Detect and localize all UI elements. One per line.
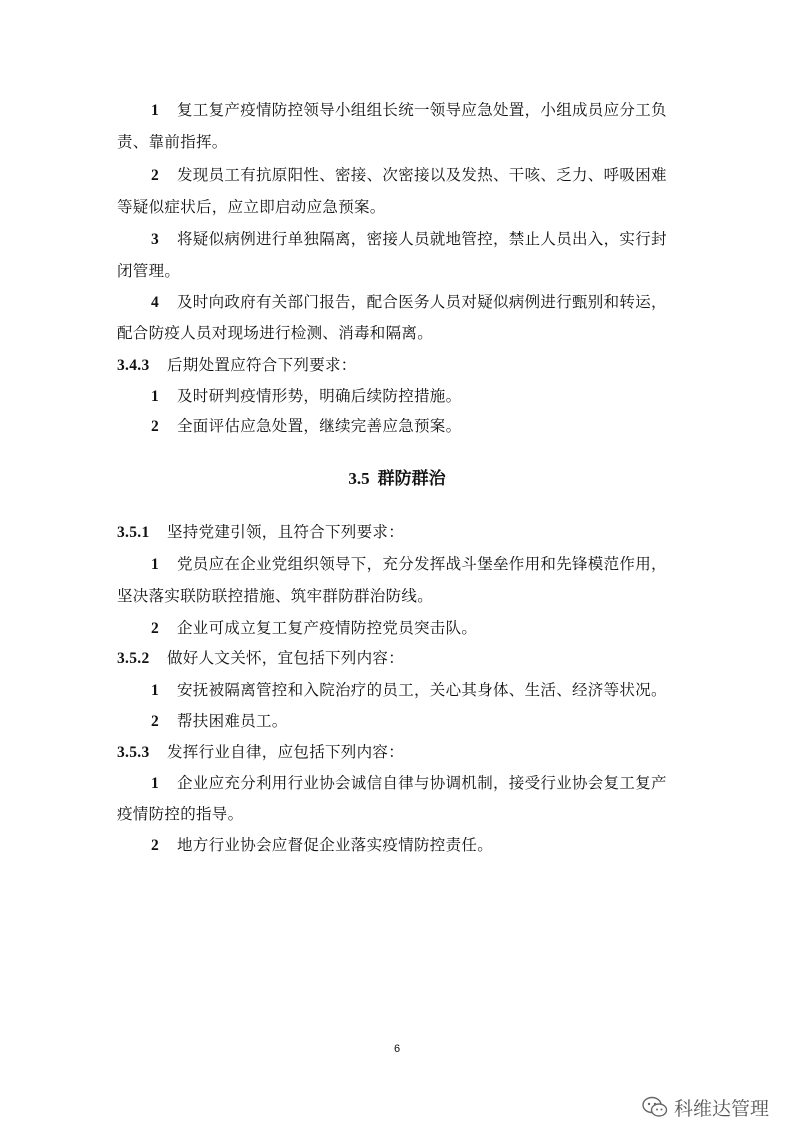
item-number: 2: [151, 418, 160, 435]
clause-text: 发挥行业自律，应包括下列内容：: [167, 743, 405, 761]
watermark-text: 科维达管理: [674, 1097, 770, 1120]
item-text: 发现员工有抗原阳性、密接、次密接以及发热、干咳、乏力、呼吸困难: [177, 166, 667, 184]
item-text: 企业可成立复工复产疫情防控党员突击队。: [177, 619, 478, 637]
item-text: 及时向政府有关部门报告，配合医务人员对疑似病例进行甄别和转运，: [177, 293, 667, 311]
item-text: 全面评估应急处置，继续完善应急预案。: [177, 417, 462, 435]
item-text: 坚决落实联防联控措施、筑牢群防群治防线。: [117, 587, 434, 605]
item-number: 2: [151, 167, 160, 184]
item-text: 疫情防控的指导。: [117, 805, 244, 823]
list-item: [151, 164, 667, 187]
item-number: 2: [151, 713, 160, 730]
item-text: 帮扶困难员工。: [177, 712, 288, 730]
item-number: 1: [151, 102, 160, 119]
item-text: 复工复产疫情防控领导小组组长统一领导应急处置，小组成员应分工负: [177, 101, 667, 119]
list-item: [151, 617, 477, 640]
continuation-line: [117, 260, 180, 282]
list-item: [151, 710, 288, 733]
clause: [117, 521, 404, 544]
item-text: 将疑似病例进行单独隔离，密接人员就地管控，禁止人员出入，实行封: [177, 230, 667, 248]
list-item: [151, 772, 667, 795]
list-item: [151, 291, 667, 314]
clause-text: 坚持党建引领，且符合下列要求：: [167, 523, 405, 541]
list-item: [151, 553, 667, 576]
item-text: 配合防疫人员对现场进行检测、消毒和隔离。: [117, 324, 434, 342]
wechat-icon: [642, 1096, 668, 1118]
continuation-line: [117, 322, 433, 344]
list-item: [151, 228, 667, 251]
clause-number: 3.4.3: [117, 357, 150, 374]
item-text: 企业应充分利用行业协会诚信自律与协调机制，接受行业协会复工复产: [177, 774, 667, 792]
item-text: 安抚被隔离管控和入院治疗的员工，关心其身体、生活、经济等状况。: [177, 681, 667, 699]
clause-number: 3.5.3: [117, 744, 150, 761]
item-number: 1: [151, 775, 160, 792]
page-number: 6: [393, 1043, 401, 1055]
item-number: 1: [151, 682, 160, 699]
item-text: 等疑似症状后，应立即启动应急预案。: [117, 198, 386, 216]
item-number: 1: [151, 388, 160, 405]
item-number: 2: [151, 620, 160, 637]
section-heading: [0, 467, 794, 491]
item-text: 地方行业协会应督促企业落实疫情防控责任。: [177, 836, 494, 854]
clause-text: 后期处置应符合下列要求：: [167, 356, 357, 374]
list-item: [151, 415, 461, 438]
clause-number: 3.5.2: [117, 650, 150, 667]
item-number: 2: [151, 837, 160, 854]
item-text: 党员应在企业党组织领导下，充分发挥战斗堡垒作用和先锋模范作用，: [177, 555, 667, 573]
continuation-line: [117, 585, 433, 607]
clause: [117, 354, 357, 377]
clause: [117, 647, 404, 670]
item-text: 闭管理。: [117, 262, 181, 280]
item-text: 及时研判疫情形势，明确后续防控措施。: [177, 387, 462, 405]
list-item: [151, 834, 493, 857]
clause-text: 做好人文关怀，宜包括下列内容：: [167, 649, 405, 667]
item-number: 1: [151, 556, 160, 573]
watermark: [642, 1092, 769, 1122]
clause: [117, 741, 404, 764]
section-number: 3.5: [348, 469, 370, 488]
continuation-line: [117, 196, 386, 218]
list-item: [151, 385, 461, 408]
continuation-line: [117, 131, 228, 153]
clause-number: 3.5.1: [117, 524, 150, 541]
item-number: 4: [151, 294, 160, 311]
item-text: 责、靠前指挥。: [117, 133, 228, 151]
continuation-line: [117, 803, 243, 825]
item-number: 3: [151, 231, 160, 248]
list-item: [151, 99, 667, 122]
section-title: 群防群治: [377, 469, 446, 489]
list-item: [151, 679, 667, 702]
